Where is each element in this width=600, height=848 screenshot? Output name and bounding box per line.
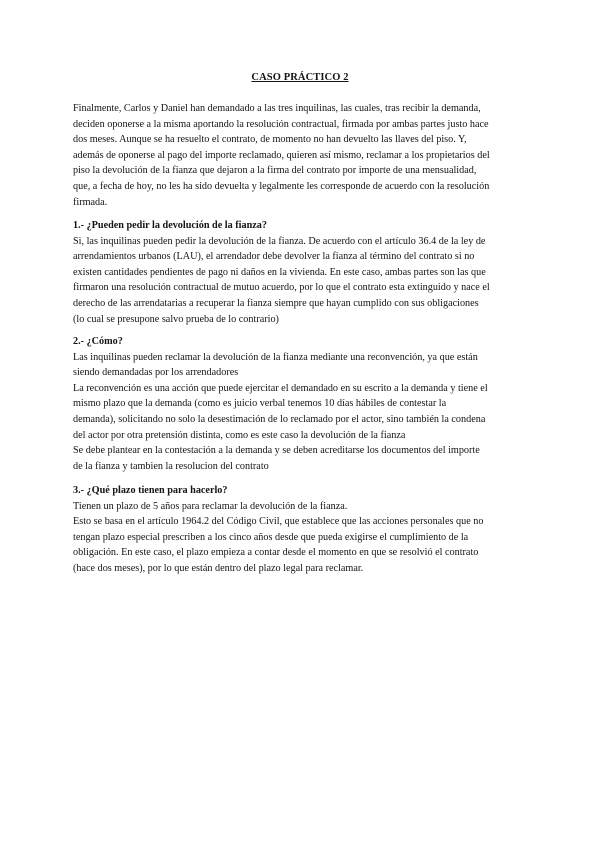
section-line: del actor por otra pretensión distinta, como es este caso la devolución de la fianza [73, 429, 406, 441]
section-line: Esto se basa en el artículo 1964.2 del Código Civil, que establece que las acciones personales que no [73, 516, 484, 528]
document-title: CASO PRÁCTICO 2 [251, 72, 349, 83]
section-line: mismo plazo que la demanda (como es juicio verbal tenemos 10 días hábiles de contestar la [73, 398, 447, 410]
intro-line: deciden oponerse a la misma aportando la resolución contractual, firmada por ambas partes justo hace [73, 118, 489, 130]
section-line: de la fianza y tambien la resolucion del contrato [73, 460, 269, 472]
section-heading: 2.- ¿Cómo? [73, 336, 123, 347]
intro-line: dos meses. Aunque se ha resuelto el contrato, de momento no han devuelto las llaves del piso. Y, [73, 134, 467, 146]
section-3 [73, 483, 533, 577]
section-line: firmaron una resolución contractual de mutuo acuerdo, por lo que el contrato esta extinguido y nace el [73, 282, 490, 294]
section-line: siendo demandadas por los arrendadores [73, 367, 239, 379]
section-1 [73, 218, 533, 327]
intro-line: Finalmente, Carlos y Daniel han demandado a las tres inquilinas, las cuales, tras recibir la demanda, [73, 103, 481, 114]
intro-line: piso la devolución de la fianza que dejaron a la firma del contrato por importe de una mensualidad, [73, 165, 477, 177]
intro-line: además de oponerse al pago del importe reclamado, quieren así mismo, reclamar a los propietarios del [73, 149, 490, 161]
section-line: (lo cual se presupone salvo prueba de lo contrario) [73, 313, 279, 325]
section-line: tengan plazo especial prescriben a los cinco años desde que pueda exigirse el cumplimiento de la [73, 531, 469, 543]
section-line: Se debe plantear en la contestación a la demanda y se deben acreditarse los documentos del importe [73, 445, 480, 457]
intro-line: firmada. [73, 196, 108, 208]
intro-line: que, a fecha de hoy, no les ha sido devuelta y legalmente les corresponde de acuerdo con la resolución [73, 180, 490, 192]
section-heading: 3.- ¿Qué plazo tienen para hacerlo? [73, 485, 228, 496]
section-line: obligación. En este caso, el plazo empieza a contar desde el momento en que se resolvió el contrato [73, 547, 479, 559]
section-line: arrendamientos urbanos (LAU), el arrendador debe devolver la fianza al término del contrato si no [73, 251, 475, 263]
section-line: Las inquilinas pueden reclamar la devolución de la fianza mediante una reconvención, ya que están [73, 351, 478, 363]
section-line: existen cantidades pendientes de pago ni daños en la vivienda. En este caso, ambas partes son las que [73, 266, 486, 278]
section-line: La reconvención es una acción que puede ejercitar el demandado en su escrito a la demanda y tiene el [73, 382, 488, 394]
section-line: Tienen un plazo de 5 años para reclamar la devolución de la fianza. [73, 500, 348, 512]
section-line: Si, las inquilinas pueden pedir la devolución de la fianza. De acuerdo con el artículo 36.4 de la ley de [73, 235, 486, 247]
section-2 [73, 334, 533, 474]
section-line: demanda), solicitando no solo la desestimación de lo reclamado por el actor, sino también la condena [73, 413, 486, 425]
section-heading: 1.- ¿Pueden pedir la devolución de la fianza? [73, 220, 267, 231]
section-line: (hace dos meses), por lo que están dentro del plazo legal para reclamar. [73, 562, 364, 574]
section-line: derecho de las arrendatarias a recuperar la fianza siempre que hayan cumplido con sus obligaciones [73, 297, 479, 309]
intro-paragraph [73, 101, 533, 210]
